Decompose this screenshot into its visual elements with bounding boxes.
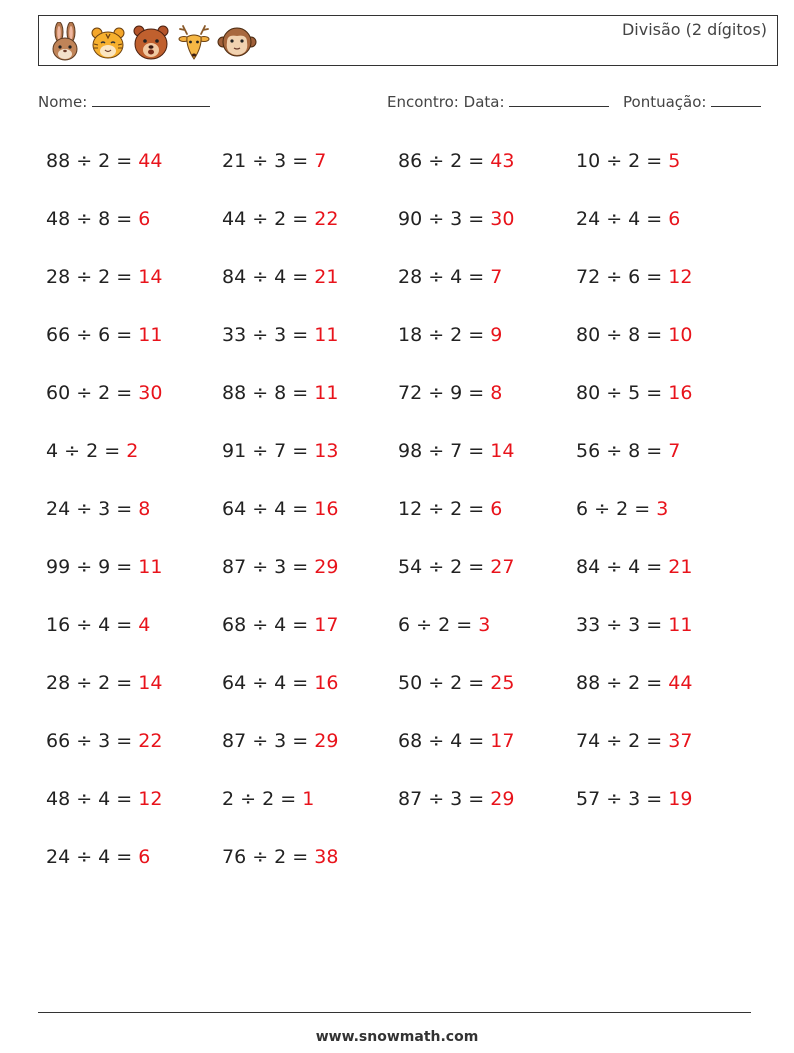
problem-item xyxy=(46,496,150,522)
problem-answer: 37 xyxy=(668,730,693,752)
problem-answer: 6 xyxy=(138,846,151,868)
problem-item xyxy=(46,670,162,696)
problem-item xyxy=(46,554,162,580)
problem-item xyxy=(576,786,692,812)
problem-item xyxy=(576,322,692,348)
problem-item xyxy=(576,148,680,174)
problem-answer: 44 xyxy=(668,672,693,694)
problem-item xyxy=(398,670,514,696)
problem-item xyxy=(576,438,680,464)
rabbit-icon xyxy=(45,22,85,62)
problem-question: 50 ÷ 2 = xyxy=(398,672,491,694)
problem-question: 24 ÷ 4 = xyxy=(576,208,669,230)
problem-question: 12 ÷ 2 = xyxy=(398,498,491,520)
problem-question: 33 ÷ 3 = xyxy=(222,324,315,346)
monkey-icon xyxy=(217,22,257,62)
problem-item xyxy=(576,380,692,406)
problem-question: 87 ÷ 3 = xyxy=(222,730,315,752)
score-label: Pontuação: xyxy=(623,93,707,111)
problem-answer: 3 xyxy=(478,614,491,636)
problem-question: 86 ÷ 2 = xyxy=(398,150,491,172)
problem-item xyxy=(222,786,314,812)
encounter-label: Encontro: xyxy=(387,93,459,111)
problem-answer: 7 xyxy=(314,150,327,172)
problem-item xyxy=(576,206,680,232)
problem-question: 21 ÷ 3 = xyxy=(222,150,315,172)
footer-url: www.snowmath.com xyxy=(315,1029,479,1045)
problem-answer: 3 xyxy=(656,498,669,520)
problem-item xyxy=(398,786,514,812)
problem-question: 28 ÷ 2 = xyxy=(46,266,139,288)
problem-item xyxy=(398,148,514,174)
problem-question: 64 ÷ 4 = xyxy=(222,498,315,520)
problem-item xyxy=(46,728,162,754)
problem-item xyxy=(222,438,338,464)
score-blank[interactable] xyxy=(711,94,761,107)
problem-answer: 6 xyxy=(668,208,681,230)
problem-question: 10 ÷ 2 = xyxy=(576,150,669,172)
problem-answer: 7 xyxy=(490,266,503,288)
encounter-date-field[interactable] xyxy=(387,93,609,111)
problem-item xyxy=(46,612,150,638)
problem-item xyxy=(222,612,338,638)
footer-divider xyxy=(38,1012,751,1013)
problem-answer: 14 xyxy=(138,266,163,288)
problem-question: 6 ÷ 2 = xyxy=(576,498,657,520)
problem-question: 72 ÷ 6 = xyxy=(576,266,669,288)
problem-answer: 5 xyxy=(668,150,681,172)
problem-question: 28 ÷ 4 = xyxy=(398,266,491,288)
problem-answer: 11 xyxy=(668,614,693,636)
problem-question: 24 ÷ 3 = xyxy=(46,498,139,520)
problem-item xyxy=(576,612,692,638)
problem-question: 68 ÷ 4 = xyxy=(222,614,315,636)
problem-question: 84 ÷ 4 = xyxy=(222,266,315,288)
problem-answer: 10 xyxy=(668,324,693,346)
problem-question: 68 ÷ 4 = xyxy=(398,730,491,752)
problem-answer: 25 xyxy=(490,672,515,694)
problem-item xyxy=(46,844,150,870)
name-field[interactable] xyxy=(38,93,210,111)
problem-item xyxy=(46,380,162,406)
problem-answer: 6 xyxy=(138,208,151,230)
problem-answer: 21 xyxy=(668,556,693,578)
problem-question: 6 ÷ 2 = xyxy=(398,614,479,636)
problem-item xyxy=(46,206,150,232)
problem-item xyxy=(222,206,338,232)
problem-question: 98 ÷ 7 = xyxy=(398,440,491,462)
problem-question: 56 ÷ 8 = xyxy=(576,440,669,462)
problem-question: 28 ÷ 2 = xyxy=(46,672,139,694)
problem-question: 88 ÷ 2 = xyxy=(46,150,139,172)
problem-item xyxy=(576,728,692,754)
problem-answer: 12 xyxy=(668,266,693,288)
problem-answer: 44 xyxy=(138,150,163,172)
problem-answer: 29 xyxy=(314,730,339,752)
problem-answer: 11 xyxy=(138,324,163,346)
problem-question: 80 ÷ 8 = xyxy=(576,324,669,346)
problem-answer: 8 xyxy=(138,498,151,520)
name-label: Nome: xyxy=(38,93,88,111)
problem-item xyxy=(398,554,514,580)
problem-question: 76 ÷ 2 = xyxy=(222,846,315,868)
problem-answer: 11 xyxy=(138,556,163,578)
problem-item xyxy=(398,612,490,638)
date-blank[interactable] xyxy=(509,94,609,107)
problem-answer: 38 xyxy=(314,846,339,868)
deer-icon xyxy=(174,22,214,62)
problem-question: 90 ÷ 3 = xyxy=(398,208,491,230)
problem-question: 2 ÷ 2 = xyxy=(222,788,303,810)
problem-answer: 21 xyxy=(314,266,339,288)
problem-answer: 13 xyxy=(314,440,339,462)
animal-icons xyxy=(45,20,257,64)
date-label: Data: xyxy=(463,93,505,111)
problem-item xyxy=(222,380,338,406)
problem-question: 48 ÷ 8 = xyxy=(46,208,139,230)
problem-item xyxy=(222,322,338,348)
problem-answer: 2 xyxy=(126,440,139,462)
header-box xyxy=(38,15,778,66)
problem-item xyxy=(398,496,502,522)
problem-question: 88 ÷ 2 = xyxy=(576,672,669,694)
problem-question: 74 ÷ 2 = xyxy=(576,730,669,752)
problem-item xyxy=(576,496,668,522)
problem-question: 4 ÷ 2 = xyxy=(46,440,127,462)
problem-question: 99 ÷ 9 = xyxy=(46,556,139,578)
problem-answer: 14 xyxy=(490,440,515,462)
problem-question: 66 ÷ 6 = xyxy=(46,324,139,346)
problem-item xyxy=(398,380,502,406)
problem-answer: 6 xyxy=(490,498,503,520)
problem-item xyxy=(576,554,692,580)
problem-answer: 16 xyxy=(668,382,693,404)
problem-item xyxy=(46,786,162,812)
problem-item xyxy=(398,264,502,290)
problem-item xyxy=(398,206,514,232)
problem-item xyxy=(222,844,338,870)
score-field[interactable] xyxy=(623,93,761,111)
problem-answer: 11 xyxy=(314,382,339,404)
problem-item xyxy=(398,728,514,754)
problem-item xyxy=(46,148,162,174)
problem-item xyxy=(222,496,338,522)
problem-question: 16 ÷ 4 = xyxy=(46,614,139,636)
problem-question: 80 ÷ 5 = xyxy=(576,382,669,404)
name-blank[interactable] xyxy=(92,94,210,107)
problem-answer: 22 xyxy=(314,208,339,230)
problem-question: 57 ÷ 3 = xyxy=(576,788,669,810)
problem-item xyxy=(222,264,338,290)
problem-item xyxy=(576,670,692,696)
tiger-icon xyxy=(88,22,128,62)
problem-question: 33 ÷ 3 = xyxy=(576,614,669,636)
problem-question: 44 ÷ 2 = xyxy=(222,208,315,230)
problem-answer: 12 xyxy=(138,788,163,810)
problem-item xyxy=(222,148,326,174)
problem-item xyxy=(222,670,338,696)
problem-item xyxy=(222,728,338,754)
problem-answer: 19 xyxy=(668,788,693,810)
problem-answer: 9 xyxy=(490,324,503,346)
problem-question: 91 ÷ 7 = xyxy=(222,440,315,462)
problem-answer: 30 xyxy=(138,382,163,404)
problem-answer: 7 xyxy=(668,440,681,462)
problem-item xyxy=(398,322,502,348)
problem-question: 54 ÷ 2 = xyxy=(398,556,491,578)
problem-answer: 1 xyxy=(302,788,315,810)
bear-icon xyxy=(131,22,171,62)
problem-answer: 4 xyxy=(138,614,151,636)
problem-question: 87 ÷ 3 = xyxy=(398,788,491,810)
problem-question: 64 ÷ 4 = xyxy=(222,672,315,694)
problem-item xyxy=(46,438,138,464)
problem-answer: 8 xyxy=(490,382,503,404)
problem-answer: 11 xyxy=(314,324,339,346)
problem-answer: 30 xyxy=(490,208,515,230)
problem-question: 24 ÷ 4 = xyxy=(46,846,139,868)
problem-question: 72 ÷ 9 = xyxy=(398,382,491,404)
problem-answer: 17 xyxy=(490,730,515,752)
problem-answer: 27 xyxy=(490,556,515,578)
problem-answer: 29 xyxy=(490,788,515,810)
problem-answer: 29 xyxy=(314,556,339,578)
problem-question: 18 ÷ 2 = xyxy=(398,324,491,346)
problem-answer: 16 xyxy=(314,498,339,520)
problem-item xyxy=(576,264,692,290)
problem-question: 66 ÷ 3 = xyxy=(46,730,139,752)
problem-item xyxy=(398,438,514,464)
problem-question: 84 ÷ 4 = xyxy=(576,556,669,578)
problem-question: 60 ÷ 2 = xyxy=(46,382,139,404)
problem-item xyxy=(46,322,162,348)
problem-answer: 16 xyxy=(314,672,339,694)
worksheet-title: Divisão (2 dígitos) xyxy=(621,20,767,39)
problem-answer: 22 xyxy=(138,730,163,752)
problem-answer: 17 xyxy=(314,614,339,636)
problem-question: 48 ÷ 4 = xyxy=(46,788,139,810)
problem-answer: 14 xyxy=(138,672,163,694)
problem-item xyxy=(46,264,162,290)
problem-item xyxy=(222,554,338,580)
problem-question: 88 ÷ 8 = xyxy=(222,382,315,404)
problem-question: 87 ÷ 3 = xyxy=(222,556,315,578)
problem-answer: 43 xyxy=(490,150,515,172)
